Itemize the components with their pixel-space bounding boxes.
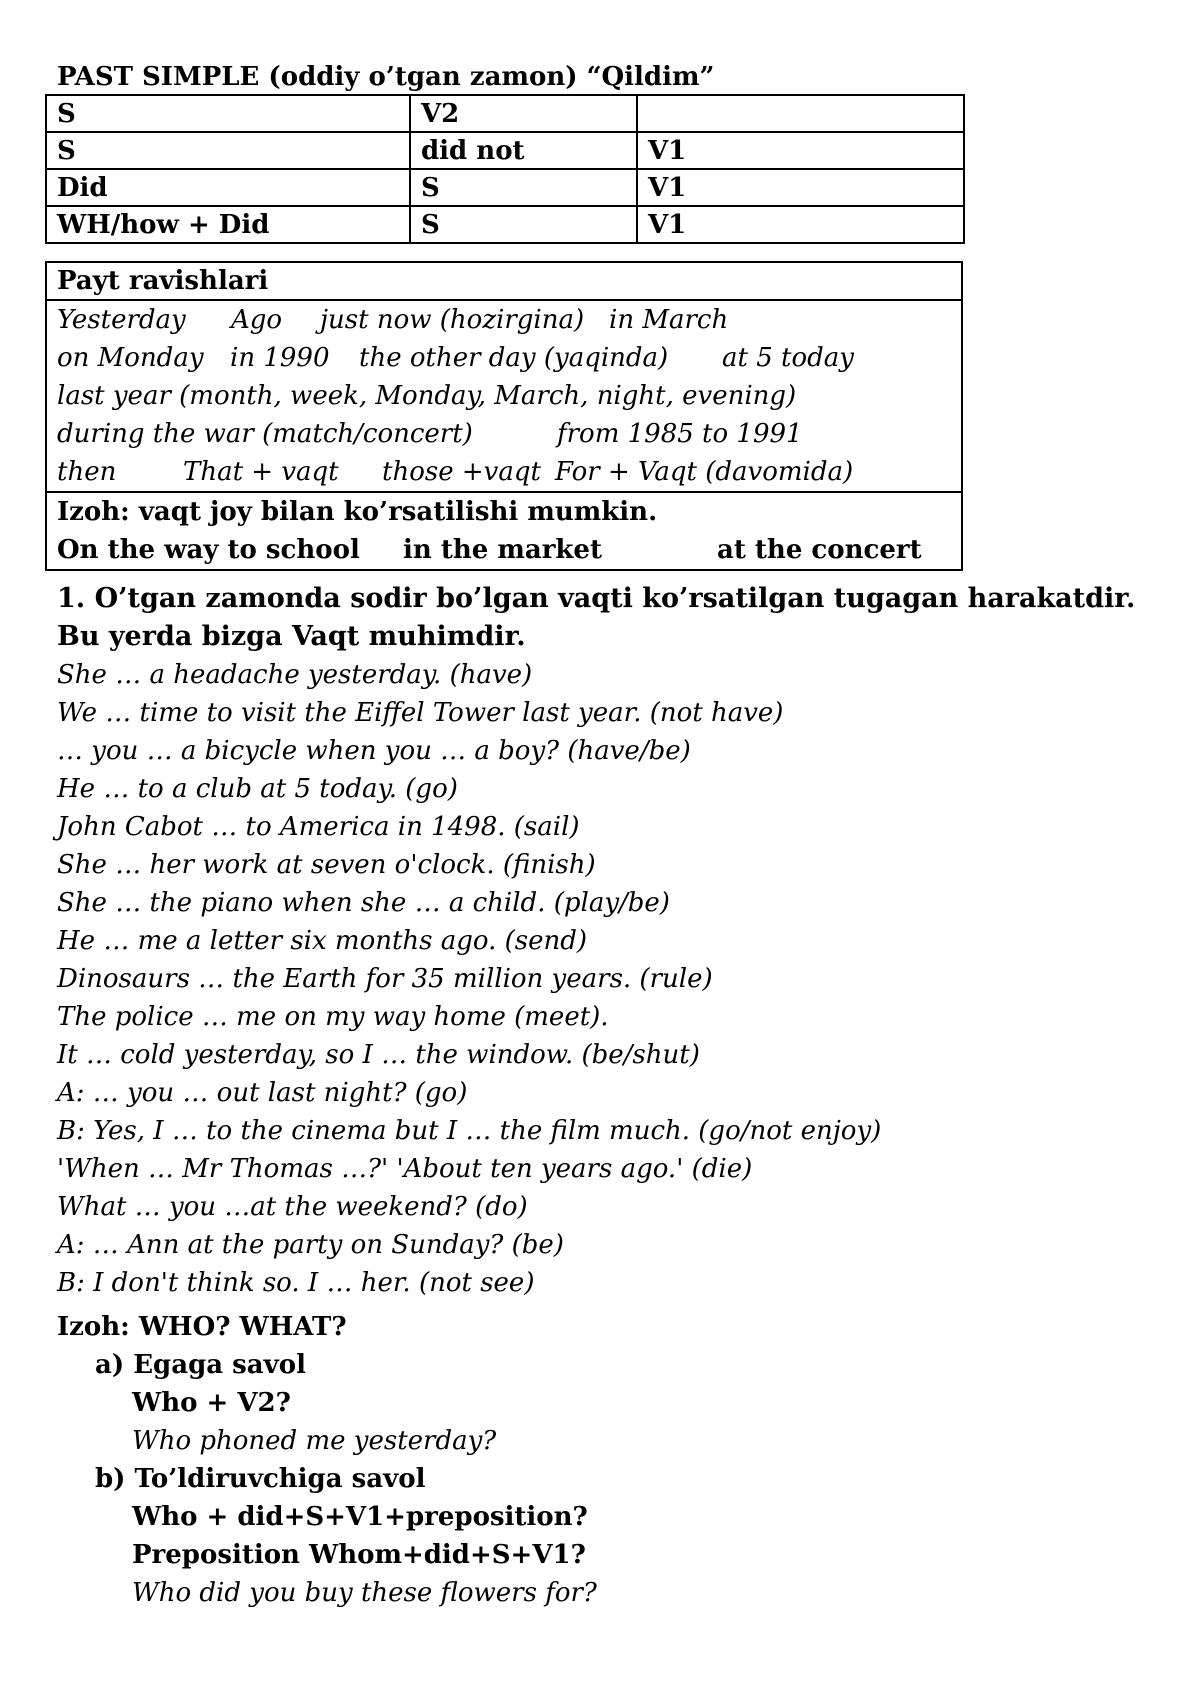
exercise-item: B: Yes, I … to the cinema but I … the film much. (go/not enjoy)	[57, 1116, 882, 1146]
adverb-item: during the war (match/concert)	[57, 419, 473, 449]
adverb-item: those +vaqt	[382, 457, 541, 487]
structure-table	[45, 94, 965, 244]
page-title: PAST SIMPLE (oddiy o’tgan zamon) “Qildim”	[57, 62, 715, 92]
example-sentence: Who did you buy these flowers for?	[132, 1578, 597, 1608]
list-marker: b)	[95, 1464, 126, 1494]
adverb-item: in March	[609, 305, 729, 335]
table-cell: V2	[410, 95, 637, 132]
adverb-item: That + vaqt	[183, 457, 339, 487]
time-adverbs-box	[45, 261, 963, 571]
table-row-question	[46, 169, 964, 206]
rule-text: 1. O’tgan zamonda sodir bo’lgan vaqti ko’rsatilgan tugagan harakatdir. Bu yerda bizga Vaqt muhimdir.	[57, 583, 1136, 652]
note-subheading-a	[57, 1346, 597, 1384]
adverbs-row	[47, 453, 961, 491]
table-cell: S	[410, 206, 637, 243]
table-cell: V1	[637, 206, 964, 243]
exercise-item: 'When … Mr Thomas …?' 'About ten years ago.' (die)	[57, 1154, 753, 1184]
adverbs-row	[47, 301, 961, 339]
table-cell: S	[410, 169, 637, 206]
adverb-item: at 5 today	[722, 343, 854, 373]
table-cell: S	[46, 95, 410, 132]
exercise-item: The police … me on my way home (meet).	[57, 1002, 609, 1032]
adverbs-heading: Payt ravishlari	[47, 263, 961, 301]
table-cell: V1	[637, 132, 964, 169]
exercise-item: He … me a letter six months ago. (send)	[57, 926, 588, 956]
list-marker: a)	[95, 1350, 125, 1380]
table-cell: WH/how + Did	[46, 206, 410, 243]
adverbs-row	[47, 415, 961, 453]
adverbs-row	[47, 339, 961, 377]
formula: Who + did+S+V1+preposition?	[132, 1502, 588, 1532]
adverbs-row	[47, 377, 961, 415]
note-example: at the concert	[717, 535, 922, 565]
adverbs-note	[47, 491, 961, 569]
exercise-item: What … you …at the weekend? (do)	[57, 1192, 528, 1222]
exercise-item: A: … you … out last night? (go)	[57, 1078, 468, 1108]
exercise-list	[57, 656, 881, 1302]
adverb-item: in 1990	[230, 343, 330, 373]
note-example: On the way to school	[57, 535, 360, 565]
note-subheading-b	[57, 1460, 597, 1498]
exercise-item: B: I don't think so. I … her. (not see)	[57, 1268, 535, 1298]
note-text: Izoh: vaqt joy bilan ko’rsatilishi mumkin.	[57, 497, 658, 527]
adverb-item: the other day (yaqinda)	[359, 343, 669, 373]
formula: Preposition Whom+did+S+V1?	[132, 1540, 586, 1570]
note-example: in the market	[403, 535, 602, 565]
table-cell: did not	[410, 132, 637, 169]
adverb-item: For + Vaqt (davomida)	[555, 457, 854, 487]
subheading-text: To’ldiruvchiga savol	[134, 1464, 426, 1494]
adverb-item: on Monday	[57, 343, 204, 373]
table-row-affirmative	[46, 95, 964, 132]
exercise-item: John Cabot … to America in 1498. (sail)	[57, 812, 580, 842]
adverb-item: from 1985 to 1991	[557, 419, 803, 449]
table-row-negative	[46, 132, 964, 169]
adverb-item: just now (hozirgina)	[320, 305, 585, 335]
exercise-item: She … her work at seven o'clock. (finish)	[57, 850, 596, 880]
note-examples	[57, 531, 961, 569]
note-heading: Izoh: WHO? WHAT?	[57, 1312, 347, 1342]
exercise-item: … you … a bicycle when you … a boy? (have/be)	[57, 736, 691, 766]
exercise-item: A: … Ann at the party on Sunday? (be)	[57, 1230, 564, 1260]
adverb-item: last year (month, week, Monday, March, night, evening)	[57, 381, 797, 411]
table-cell: S	[46, 132, 410, 169]
table-cell: Did	[46, 169, 410, 206]
adverb-item: then	[57, 457, 117, 487]
exercise-item: He … to a club at 5 today. (go)	[57, 774, 458, 804]
adverb-item: Ago	[231, 305, 283, 335]
who-what-note	[57, 1308, 597, 1612]
exercise-item: Dinosaurs … the Earth for 35 million years. (rule)	[57, 964, 713, 994]
formula: Who + V2?	[132, 1388, 291, 1418]
table-cell	[637, 95, 964, 132]
exercise-item: She … a headache yesterday. (have)	[57, 660, 533, 690]
subheading-text: Egaga savol	[133, 1350, 306, 1380]
table-cell: V1	[637, 169, 964, 206]
exercise-item: It … cold yesterday, so I … the window. (be/shut)	[57, 1040, 700, 1070]
exercise-item: We … time to visit the Eiffel Tower last year. (not have)	[57, 698, 784, 728]
table-row-wh-question	[46, 206, 964, 243]
adverb-item: Yesterday	[57, 305, 186, 335]
exercise-item: She … the piano when she … a child. (play/be)	[57, 888, 670, 918]
example-sentence: Who phoned me yesterday?	[132, 1426, 497, 1456]
